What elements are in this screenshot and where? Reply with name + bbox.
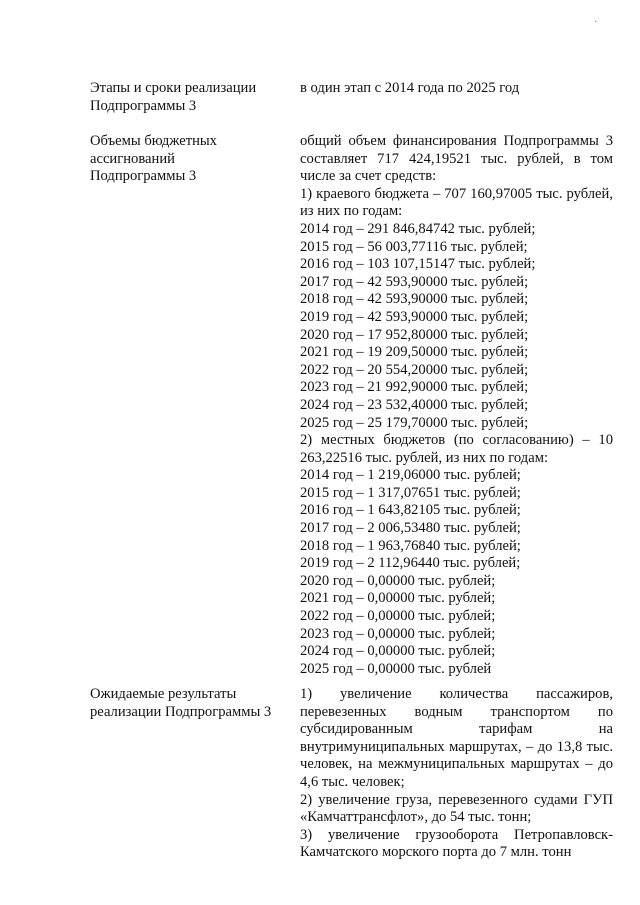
year-line: 2023 год – 21 992,90000 тыс. рублей; bbox=[300, 379, 529, 396]
label-line: Этапы и сроки реализации bbox=[90, 80, 257, 96]
regional-budget-heading: 1) краевого бюджета – 707 160,97005 тыс. рублей, из них по годам: bbox=[300, 185, 613, 220]
local-budget-heading: 2) местных бюджетов (по согласованию) – 10 263,22516 тыс. рублей, из них по годам: bbox=[300, 432, 613, 466]
section-label bbox=[90, 686, 295, 721]
section-label bbox=[90, 133, 295, 186]
result-item: 3) увеличение грузооборота Петропавловск-Камчатского морского порта до 7 млн. тонн bbox=[300, 826, 613, 861]
page-mark: · bbox=[594, 17, 598, 28]
label-line: Объемы бюджетных bbox=[90, 133, 217, 149]
year-line: 2020 год – 17 952,80000 тыс. рублей; bbox=[300, 326, 529, 343]
section-value bbox=[300, 80, 613, 98]
label-line: Подпрограммы 3 bbox=[90, 97, 197, 114]
year-line: 2024 год – 23 532,40000 тыс. рублей; bbox=[300, 396, 529, 413]
label-line: ассигнований bbox=[90, 150, 175, 167]
year-line: 2021 год – 19 209,50000 тыс. рублей; bbox=[300, 344, 529, 361]
section-value bbox=[300, 686, 613, 862]
value-line: в один этап с 2014 года по 2025 год bbox=[300, 80, 520, 96]
label-line: Ожидаемые результаты bbox=[90, 686, 237, 702]
year-line: 2016 год – 1 643,82105 тыс. рублей; bbox=[300, 502, 521, 519]
year-line: 2016 год – 103 107,15147 тыс. рублей; bbox=[300, 256, 536, 273]
result-item: 2) увеличение груза, перевезенного судами ГУП «Камчаттрансфлот», до 54 тыс. тонн; bbox=[300, 791, 613, 826]
label-line: Подпрограммы 3 bbox=[90, 168, 197, 185]
year-line: 2014 год – 1 219,06000 тыс. рублей; bbox=[300, 467, 521, 484]
year-line: 2015 год – 1 317,07651 тыс. рублей; bbox=[300, 484, 521, 501]
year-line: 2020 год – 0,00000 тыс. рублей; bbox=[300, 572, 496, 589]
funding-intro: общий объем финансирования Подпрограммы 3 составляет 717 424,19521 тыс. рублей, в том числе за счет средств: bbox=[300, 133, 613, 185]
year-line: 2015 год – 56 003,77116 тыс. рублей; bbox=[300, 238, 528, 255]
year-line: 2021 год – 0,00000 тыс. рублей; bbox=[300, 590, 496, 607]
regional-budget-years bbox=[300, 221, 613, 432]
year-line: 2014 год – 291 846,84742 тыс. рублей; bbox=[300, 220, 536, 237]
label-line: реализации Подпрограммы 3 bbox=[90, 703, 272, 720]
year-line: 2025 год – 0,00000 тыс. рублей bbox=[300, 660, 492, 677]
local-budget-years bbox=[300, 467, 613, 678]
year-line: 2025 год – 25 179,70000 тыс. рублей; bbox=[300, 414, 529, 431]
year-line: 2019 год – 42 593,90000 тыс. рублей; bbox=[300, 308, 529, 325]
year-line: 2017 год – 2 006,53480 тыс. рублей; bbox=[300, 520, 521, 537]
year-line: 2023 год – 0,00000 тыс. рублей; bbox=[300, 625, 496, 642]
section-value bbox=[300, 133, 613, 678]
year-line: 2018 год – 1 963,76840 тыс. рублей; bbox=[300, 537, 521, 554]
year-line: 2019 год – 2 112,96440 тыс. рублей; bbox=[300, 555, 521, 572]
year-line: 2017 год – 42 593,90000 тыс. рублей; bbox=[300, 273, 529, 290]
year-line: 2022 год – 20 554,20000 тыс. рублей; bbox=[300, 361, 529, 378]
year-line: 2024 год – 0,00000 тыс. рублей; bbox=[300, 643, 496, 660]
year-line: 2022 год – 0,00000 тыс. рублей; bbox=[300, 608, 496, 625]
result-item: 1) увеличение количества пассажиров, перевезенных водным транспортом по субсидированным тарифам на внутримуниципальных маршрутах, – до 13,8 тыс. человек, на межмуниципальных маршрутах – до 4,6 тыс. человек; bbox=[300, 686, 613, 790]
section-label bbox=[90, 80, 295, 115]
year-line: 2018 год – 42 593,90000 тыс. рублей; bbox=[300, 291, 529, 308]
